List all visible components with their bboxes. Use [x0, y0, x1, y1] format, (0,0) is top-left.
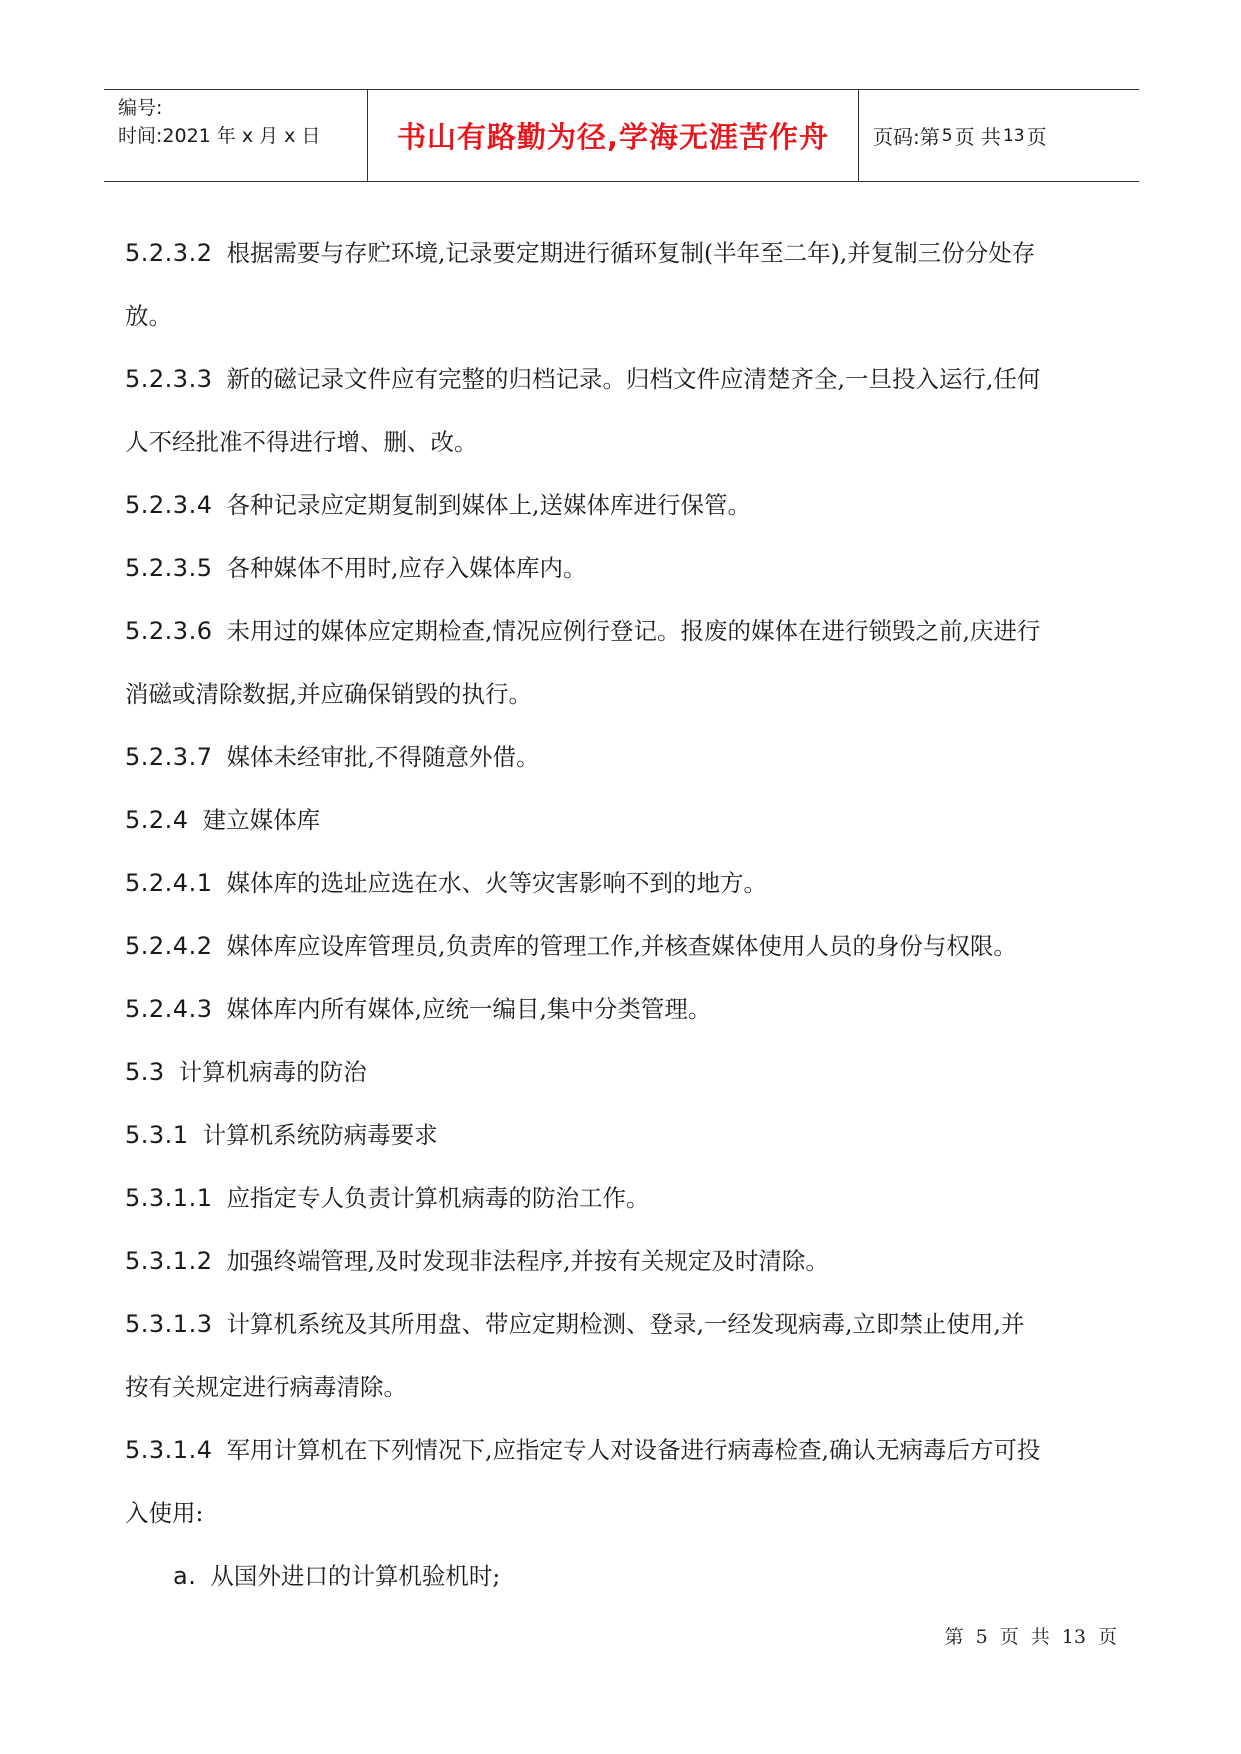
- page-mid: 页 共: [954, 125, 1001, 149]
- section-number: 5.3.1.2: [125, 1247, 213, 1275]
- list-marker: a.: [173, 1562, 197, 1590]
- document-body: [125, 222, 1125, 1608]
- paragraph-continuation: 消磁或清除数据,并应确保销毁的执行。: [125, 680, 532, 708]
- section-number: 5.3.1.4: [125, 1436, 213, 1464]
- paragraph: [125, 600, 1125, 726]
- header-motto: 书山有路勤为径,学海无涯苦作舟: [368, 90, 859, 181]
- paragraph: [125, 915, 1125, 978]
- section-number: 5.2.3.3: [125, 365, 213, 393]
- list-item: [125, 1545, 1125, 1608]
- paragraph-text: 计算机病毒的防治: [178, 1058, 367, 1086]
- paragraph-text: 应指定专人负责计算机病毒的防治工作。: [226, 1184, 650, 1212]
- paragraph: [125, 789, 1125, 852]
- paragraph-text: 计算机系统防病毒要求: [202, 1121, 438, 1149]
- paragraph-text: 军用计算机在下列情况下,应指定专人对设备进行病毒检查,确认无病毒后方可投: [226, 1436, 1041, 1464]
- section-number: 5.2.3.2: [125, 239, 213, 267]
- paragraph-continuation: 人不经批准不得进行增、删、改。: [125, 428, 478, 456]
- paragraph: [125, 348, 1125, 474]
- paragraph: [125, 474, 1125, 537]
- section-number: 5.3.1.3: [125, 1310, 213, 1338]
- paragraph-text: 媒体未经审批,不得随意外借。: [226, 743, 540, 771]
- section-number: 5.2.4: [125, 806, 189, 834]
- paragraph-text: 未用过的媒体应定期检查,情况应例行登记。报废的媒体在进行锁毁之前,庆进行: [226, 617, 1041, 645]
- paragraph-continuation: 放。: [125, 302, 172, 330]
- document-time-label: 时间:2021 年 x 月 x 日: [118, 125, 321, 147]
- section-number: 5.3.1: [125, 1121, 189, 1149]
- paragraph: [125, 852, 1125, 915]
- paragraph: [125, 537, 1125, 600]
- paragraph-text: 媒体库应设库管理员,负责库的管理工作,并核查媒体使用人员的身份与权限。: [226, 932, 1017, 960]
- page-footer: 第 5 页 共 13 页: [944, 1626, 1117, 1648]
- paragraph-continuation: 按有关规定进行病毒清除。: [125, 1373, 407, 1401]
- paragraph-text: 根据需要与存贮环境,记录要定期进行循环复制(半年至二年),并复制三份分处存: [226, 239, 1036, 267]
- list-item-text: 从国外进口的计算机验机时;: [210, 1562, 501, 1590]
- page-suffix: 页: [1026, 125, 1047, 149]
- page-current: 5: [941, 125, 953, 146]
- section-number: 5.2.4.3: [125, 995, 213, 1023]
- paragraph: [125, 978, 1125, 1041]
- paragraph: [125, 1104, 1125, 1167]
- paragraph: [125, 726, 1125, 789]
- paragraph-text: 计算机系统及其所用盘、带应定期检测、登录,一经发现病毒,立即禁止使用,并: [226, 1310, 1025, 1338]
- section-number: 5.2.4.1: [125, 869, 213, 897]
- page-total: 13: [1002, 125, 1025, 146]
- paragraph: [125, 1041, 1125, 1104]
- section-number: 5.2.3.6: [125, 617, 213, 645]
- header-page-indicator: [859, 90, 1139, 181]
- document-header: [104, 89, 1139, 182]
- section-number: 5.2.3.5: [125, 554, 213, 582]
- paragraph-text: 媒体库内所有媒体,应统一编目,集中分类管理。: [226, 995, 712, 1023]
- paragraph-text: 媒体库的选址应选在水、火等灾害影响不到的地方。: [226, 869, 767, 897]
- paragraph: [125, 1230, 1125, 1293]
- paragraph-text: 新的磁记录文件应有完整的归档记录。归档文件应清楚齐全,一旦投入运行,任何: [226, 365, 1041, 393]
- paragraph: [125, 1293, 1125, 1419]
- header-left-cell: [104, 90, 368, 181]
- page-prefix: 页码:第: [873, 125, 940, 149]
- paragraph: [125, 222, 1125, 348]
- paragraph-text: 建立媒体库: [202, 806, 321, 834]
- paragraph-text: 加强终端管理,及时发现非法程序,并按有关规定及时清除。: [226, 1247, 829, 1275]
- document-number-label: 编号:: [118, 97, 163, 119]
- section-number: 5.2.3.4: [125, 491, 213, 519]
- paragraph: [125, 1419, 1125, 1545]
- section-number: 5.3: [125, 1058, 165, 1086]
- paragraph: [125, 1167, 1125, 1230]
- paragraph-text: 各种记录应定期复制到媒体上,送媒体库进行保管。: [226, 491, 751, 519]
- section-number: 5.2.4.2: [125, 932, 213, 960]
- paragraph-continuation: 入使用:: [125, 1499, 204, 1527]
- section-number: 5.2.3.7: [125, 743, 213, 771]
- section-number: 5.3.1.1: [125, 1184, 213, 1212]
- paragraph-text: 各种媒体不用时,应存入媒体库内。: [226, 554, 587, 582]
